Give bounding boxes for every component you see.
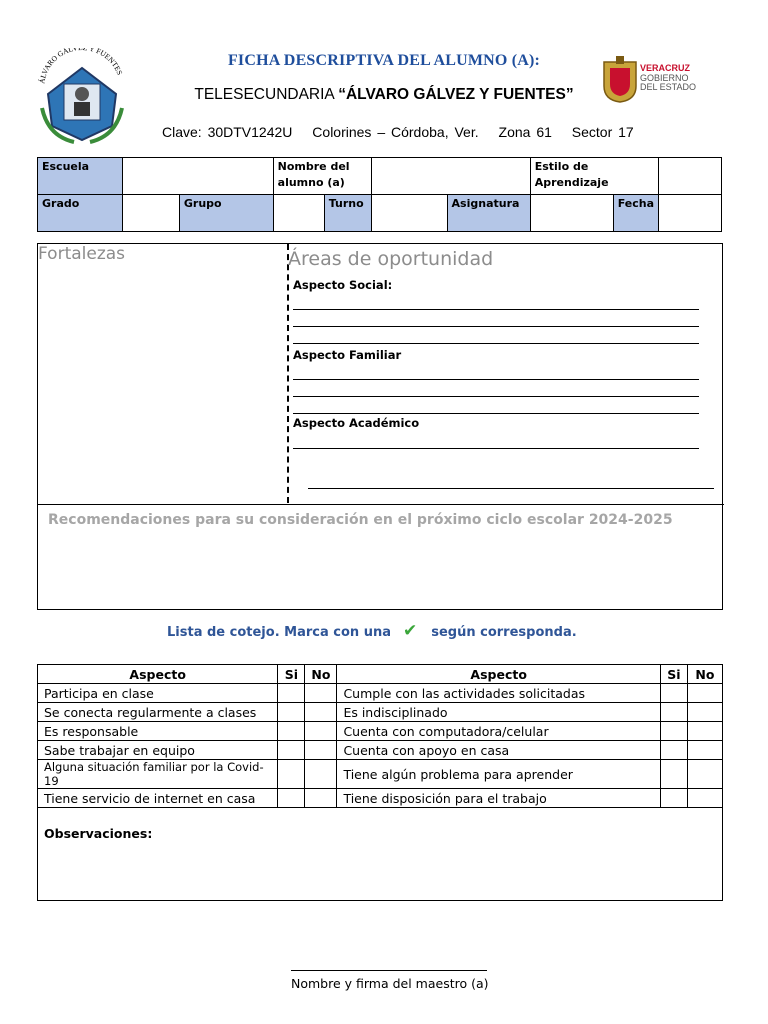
col-aspecto-2: Aspecto (337, 665, 660, 684)
fecha-label: Fecha (613, 195, 658, 232)
asignatura-field[interactable] (530, 195, 613, 232)
grupo-label: Grupo (179, 195, 273, 232)
col-si-2: Si (660, 665, 687, 684)
checklist-table (37, 664, 723, 901)
no-cell[interactable] (305, 684, 337, 703)
si-cell[interactable] (278, 741, 305, 760)
si-cell[interactable] (660, 741, 687, 760)
si-cell[interactable] (278, 789, 305, 808)
estilo-field[interactable] (659, 158, 722, 195)
no-cell[interactable] (687, 760, 722, 789)
fortalezas-label: Fortalezas (38, 244, 126, 264)
si-cell[interactable] (660, 760, 687, 789)
aspecto-academico-label: Aspecto Académico (293, 416, 420, 430)
no-cell[interactable] (687, 741, 722, 760)
asignatura-label: Asignatura (447, 195, 530, 232)
turno-label: Turno (324, 195, 372, 232)
recomendaciones-label: Recomendaciones para su consideración en el próximo ciclo escolar 2024-2025 (48, 512, 673, 528)
no-cell[interactable] (305, 760, 337, 789)
escuela-field[interactable] (123, 158, 274, 195)
no-cell[interactable] (687, 684, 722, 703)
no-cell[interactable] (305, 789, 337, 808)
signature-label: Nombre y firma del maestro (a) (291, 976, 489, 991)
no-cell[interactable] (687, 789, 722, 808)
table-row: Participa en clase Cumple con las actividades solicitadas (38, 684, 723, 703)
page-title: FICHA DESCRIPTIVA DEL ALUMNO (A): (227, 52, 541, 69)
fecha-field[interactable] (659, 195, 722, 232)
sector: Sector 17 (571, 124, 634, 140)
aspecto-social-label: Aspecto Social: (293, 278, 393, 292)
checklist-instruction: Lista de cotejo. Marca con una ✔ según corresponda. (167, 621, 577, 641)
veracruz-logo-text: VERACRUZ GOBIERNO DEL ESTADO (640, 63, 697, 92)
familiar-line-2[interactable] (293, 396, 699, 397)
table-row: Es responsable Cuenta con computadora/celular (38, 722, 723, 741)
si-cell[interactable] (278, 722, 305, 741)
no-cell[interactable] (305, 741, 337, 760)
school-details (162, 124, 648, 140)
table-row: Tiene servicio de internet en casa Tiene disposición para el trabajo (38, 789, 723, 808)
nombre-field[interactable] (372, 158, 530, 195)
si-cell[interactable] (278, 703, 305, 722)
clave: Clave: 30DTV1242U (162, 124, 293, 140)
col-aspecto: Aspecto (38, 665, 278, 684)
social-line-1[interactable] (293, 309, 699, 310)
table-row: Sabe trabajar en equipo Cuenta con apoyo en casa (38, 741, 723, 760)
svg-text:ÁLVARO GÁLVEZ Y FUENTES: ÁLVARO GÁLV Y FUENTES (37, 48, 125, 85)
si-cell[interactable] (660, 684, 687, 703)
col-si: Si (278, 665, 305, 684)
school-name-bold: “ÁLVARO GÁLVEZ Y FUENTES” (338, 86, 574, 103)
observaciones-field[interactable]: Observaciones: (38, 808, 723, 901)
checkmark-icon: ✔ (402, 621, 418, 641)
col-no-2: No (687, 665, 722, 684)
si-cell[interactable] (278, 760, 305, 789)
fortalezas-area[interactable] (38, 244, 289, 503)
signature-line[interactable] (291, 970, 487, 971)
familiar-line-3[interactable] (293, 413, 699, 414)
no-cell[interactable] (687, 722, 722, 741)
academico-line-1[interactable] (293, 448, 699, 449)
si-cell[interactable] (660, 789, 687, 808)
table-row: Alguna situación familiar por la Covid-19 Tiene algún problema para aprender (38, 760, 723, 789)
social-line-3[interactable] (293, 343, 699, 344)
social-line-2[interactable] (293, 326, 699, 327)
grupo-field[interactable] (273, 195, 324, 232)
grado-field[interactable] (123, 195, 180, 232)
recomendaciones-divider (38, 504, 724, 505)
no-cell[interactable] (305, 722, 337, 741)
location: Colorines – Córdoba, Ver. (312, 124, 479, 140)
familiar-line-1[interactable] (293, 379, 699, 380)
col-no: No (305, 665, 337, 684)
grado-label: Grado (38, 195, 123, 232)
si-cell[interactable] (660, 703, 687, 722)
table-row: Se conecta regularmente a clases Es indisciplinado (38, 703, 723, 722)
escuela-label: Escuela (38, 158, 123, 195)
no-cell[interactable] (687, 703, 722, 722)
no-cell[interactable] (305, 703, 337, 722)
aspecto-familiar-label: Aspecto Familiar (293, 348, 402, 362)
areas-label: Áreas de oportunidad (288, 248, 494, 270)
observations-box (37, 243, 723, 610)
school-prefix: TELESECUNDARIA (194, 86, 334, 103)
si-cell[interactable] (278, 684, 305, 703)
academico-line-2[interactable] (308, 488, 714, 489)
zona: Zona 61 (498, 124, 552, 140)
estilo-label: Estilo de Aprendizaje (530, 158, 658, 195)
turno-field[interactable] (372, 195, 447, 232)
si-cell[interactable] (660, 722, 687, 741)
nombre-label: Nombre del alumno (a) (273, 158, 372, 195)
student-info-table (37, 157, 722, 232)
